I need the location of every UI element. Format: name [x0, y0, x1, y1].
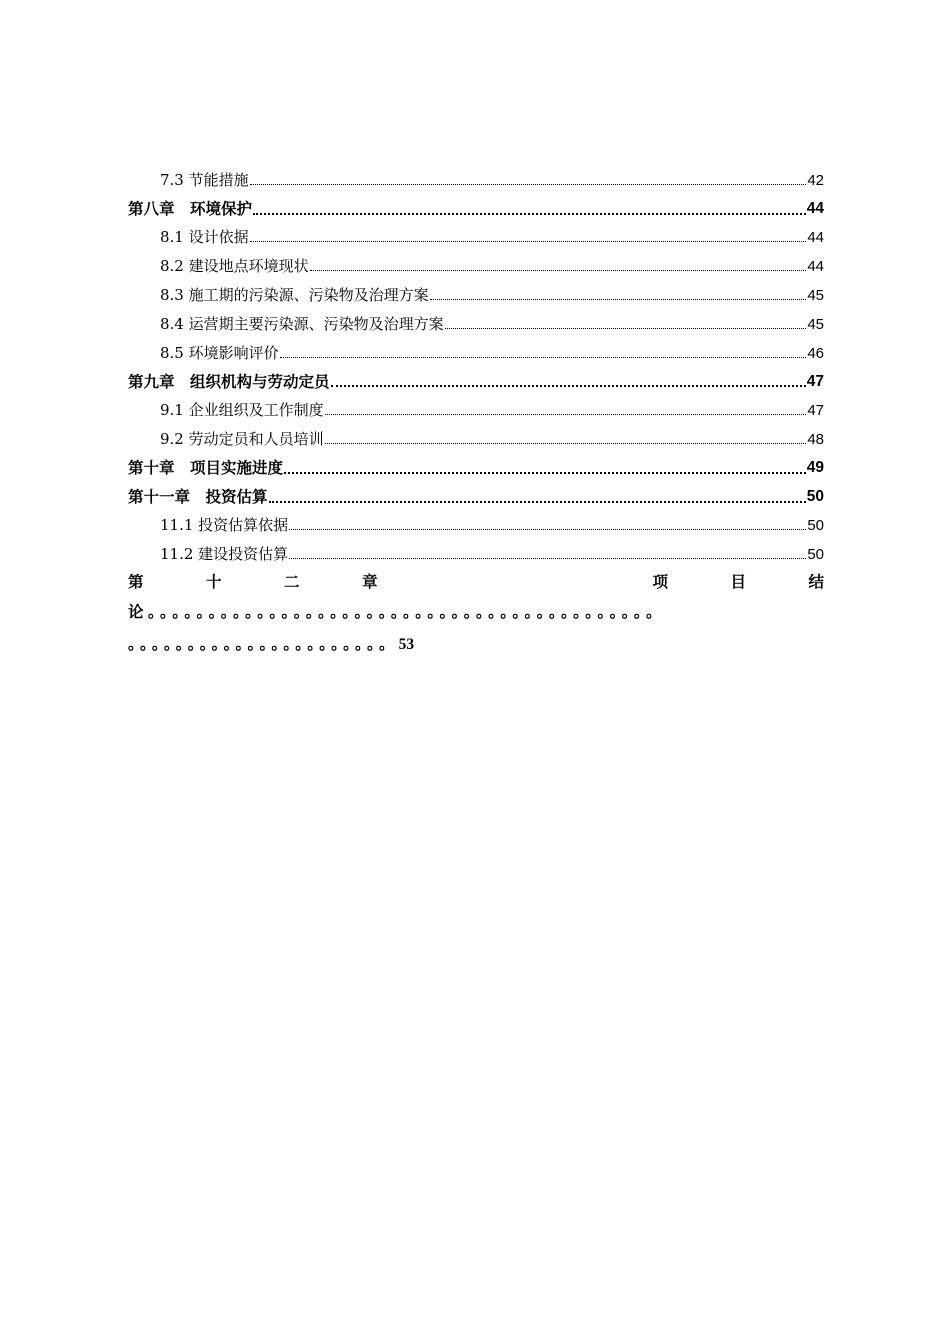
toc-entry-title: 第九章 组织机构与劳动定员 [128, 371, 330, 391]
toc-entry-title: 8.5 环境影响评价 [160, 343, 279, 362]
char: 二 [284, 572, 300, 591]
leader-dots [325, 443, 807, 444]
leader-dots [250, 184, 807, 185]
page-number: 47 [806, 372, 824, 390]
leader-dots [284, 472, 806, 474]
toc-entry-title: 7.3 节能措施 [160, 170, 249, 189]
toc-entry-section[interactable] [128, 392, 824, 421]
toc-entry-title: 第十一章 投资估算 [128, 487, 268, 507]
page-number: 53 [398, 636, 415, 653]
toc-entry-section[interactable] [128, 277, 824, 306]
toc-entry-title: 9.2 劳动定员和人员培训 [160, 429, 324, 448]
toc-entry-section[interactable] [128, 248, 824, 277]
leader-dots [331, 385, 806, 387]
page-number: 45 [807, 286, 824, 304]
leader-dots [253, 213, 806, 215]
toc-entry-section[interactable] [128, 536, 824, 565]
char: 项 [652, 572, 668, 591]
toc-entry-section[interactable] [128, 508, 824, 537]
leader-dots [289, 558, 806, 559]
page-number: 47 [807, 402, 824, 420]
toc-entry-chapter[interactable] [128, 364, 824, 393]
toc-entry-chapter[interactable] [128, 191, 824, 220]
char: 目 [730, 572, 746, 591]
page-number: 49 [806, 459, 824, 477]
toc-entry-section[interactable] [128, 306, 824, 335]
toc-entry-chapter[interactable] [128, 479, 824, 508]
toc-entry-title: 8.4 运营期主要污染源、污染物及治理方案 [160, 314, 444, 333]
toc-entry-chapter-12-line3 [128, 632, 414, 654]
leader-dots [430, 299, 807, 300]
page-number: 50 [807, 517, 824, 535]
toc-entry-title: 9.1 企业组织及工作制度 [160, 401, 324, 420]
page-number: 50 [806, 488, 824, 506]
toc-entry-section[interactable] [128, 162, 824, 191]
gap [440, 570, 590, 592]
page-number: 50 [807, 546, 824, 564]
page-number: 48 [807, 430, 824, 448]
page-number: 44 [807, 258, 824, 276]
page-number: 46 [807, 344, 824, 362]
leader-dots [250, 241, 807, 242]
toc-entry-chapter[interactable] [128, 450, 824, 479]
leader-dots [310, 270, 807, 271]
toc-entry-chapter-12-line2: 论。。。。。。。。。。。。。。。。。。。。。。。。。。。。。。。。。。。。。。。。。。 [128, 602, 666, 621]
toc-entry-title: 11.2 建设投资估算 [160, 545, 289, 564]
toc-entry-section[interactable] [128, 220, 824, 249]
toc-entry-section[interactable] [128, 421, 824, 450]
toc-entry-chapter-12-line1[interactable] [128, 570, 824, 592]
leader-dots [269, 501, 806, 503]
page-number: 44 [807, 229, 824, 247]
char: 第 [128, 572, 144, 591]
toc-entry-section[interactable] [128, 335, 824, 364]
toc-entry-title: 8.2 建设地点环境现状 [160, 257, 309, 276]
page-number: 45 [807, 315, 824, 333]
leader-dots [280, 357, 807, 358]
page-number: 42 [807, 171, 824, 189]
char: 十 [206, 572, 222, 591]
page-number: 44 [806, 200, 824, 218]
toc-entry-title: 第十章 项目实施进度 [128, 458, 284, 478]
leader-dots: 。。。。。。。。。。。。。。。。。。。。。。 [128, 634, 399, 653]
char: 结 [808, 572, 824, 591]
toc-entry-title: 第八章 环境保护 [128, 199, 253, 219]
char: 章 [362, 572, 378, 591]
table-of-contents [128, 162, 824, 565]
toc-entry-title: 8.3 施工期的污染源、污染物及治理方案 [160, 285, 429, 304]
toc-entry-title: 8.1 设计依据 [160, 228, 249, 247]
leader-dots [289, 529, 806, 530]
leader-dots [325, 414, 807, 415]
leader-dots [445, 328, 807, 329]
toc-entry-title: 11.1 投资估算依据 [160, 516, 289, 535]
